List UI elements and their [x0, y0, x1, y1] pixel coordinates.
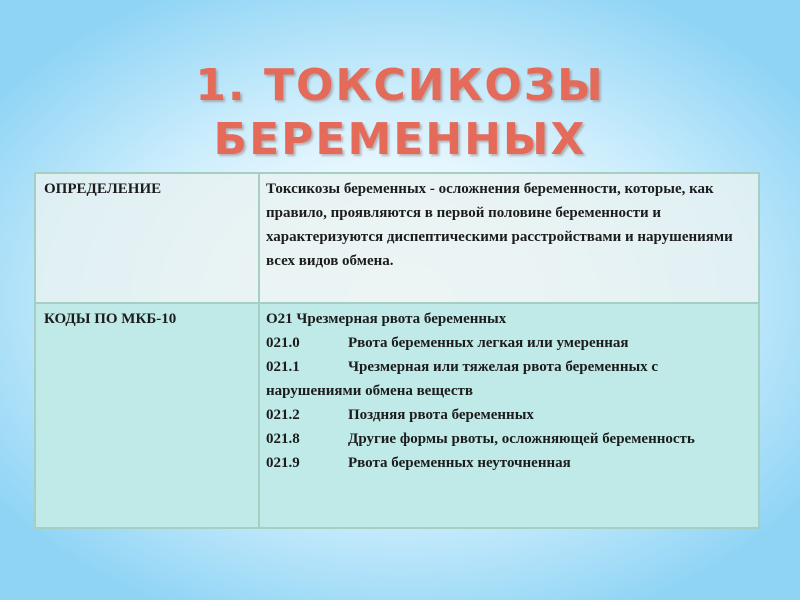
info-table: [34, 172, 760, 529]
slide-title: [0, 59, 800, 167]
table-row-definition: [35, 173, 759, 303]
codes-list: [259, 303, 759, 528]
table-row-codes: [35, 303, 759, 528]
code-number: 021.1: [266, 359, 300, 375]
code-item: [266, 355, 752, 403]
codes-heading: O21 Чрезмерная рвота беременных: [266, 311, 507, 327]
code-item: [266, 403, 752, 427]
code-number: 021.8: [266, 431, 300, 447]
code-item: [266, 451, 752, 475]
definition-label: ОПРЕДЕЛЕНИЕ: [35, 173, 259, 303]
title-line-2: БЕРЕМЕННЫХ: [213, 114, 587, 166]
code-number: 021.0: [266, 335, 300, 351]
code-description: Поздняя рвота беременных: [348, 407, 534, 423]
code-description: Рвота беременных легкая или умеренная: [348, 335, 629, 351]
code-description: Рвота беременных неуточненная: [348, 455, 571, 471]
code-item: [266, 427, 752, 451]
definition-text: Токсикозы беременных - осложнения беременности, которые, как правило, проявляются в первой половине беременности и характеризуются диспептическими расстройствами и нарушениями всех видов обмена.: [259, 173, 759, 303]
title-line-1: 1. ТОКСИКОЗЫ: [195, 60, 605, 112]
code-description: Чрезмерная или тяжелая рвота беременных с нарушениями обмена веществ: [266, 359, 659, 399]
code-number: 021.9: [266, 455, 300, 471]
code-number: 021.2: [266, 407, 300, 423]
code-item: [266, 331, 752, 355]
code-description: Другие формы рвоты, осложняющей беременность: [348, 431, 695, 447]
codes-label: КОДЫ ПО МКБ-10: [35, 303, 259, 528]
